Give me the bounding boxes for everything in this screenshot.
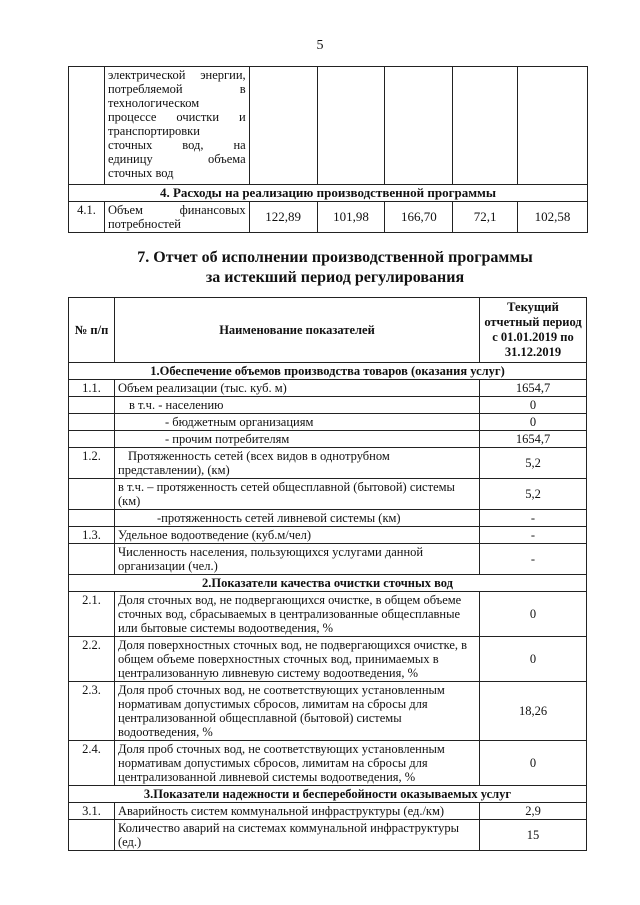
indicator-value: - [480, 510, 587, 527]
value-cell: 122,89 [249, 202, 317, 233]
value-cell: 101,98 [317, 202, 385, 233]
indicator-name: Численность населения, пользующихся услугами данной организации (чел.) [115, 544, 480, 575]
indicator-name: в т.ч. – протяженность сетей общесплавной (бытовой) системы (км) [115, 479, 480, 510]
indicator-name: - прочим потребителям [115, 431, 480, 448]
row-number: 2.1. [69, 592, 115, 637]
indicator-value: 1654,7 [480, 431, 587, 448]
empty-num [69, 414, 115, 431]
row-number: 3.1. [69, 803, 115, 820]
indicator-name: - бюджетным организациям [115, 414, 480, 431]
section-3-title: 3.Показатели надежности и бесперебойности оказываемых услуг [69, 786, 587, 803]
indicator-value: - [480, 544, 587, 575]
indicator-name: Удельное водоотведение (куб.м/чел) [115, 527, 480, 544]
section-4-title: 4. Расходы на реализацию производственной программы [69, 185, 588, 202]
indicator-value: 5,2 [480, 448, 587, 479]
top-table [68, 66, 588, 233]
indicator-value: 0 [480, 741, 587, 786]
row-number: 2.2. [69, 637, 115, 682]
indicator-name: Доля поверхностных сточных вод, не подвергающихся очистке, в общем объеме поверхностных сточных вод, принимаемых в централизованную ливневую систему водоотведения, % [115, 637, 480, 682]
indicator-name: Доля сточных вод, не подвергающихся очистке, в общем объеме сточных вод, сбрасываемых в централизованные общесплавные или бытовые системы водоотведения, % [115, 592, 480, 637]
empty-num [69, 397, 115, 414]
row-number: 4.1. [69, 202, 105, 233]
empty-cell [453, 67, 518, 185]
empty-num [69, 544, 115, 575]
report-table [68, 297, 587, 851]
section-7-heading: 7. Отчет об исполнении производственной программы за истекший период регулирования [137, 249, 533, 286]
row-number: 2.4. [69, 741, 115, 786]
empty-cell [385, 67, 453, 185]
indicator-name: Протяженность сетей (всех видов в однотрубном представлении), (км) [115, 448, 480, 479]
indicator-name: в т.ч. - населению [115, 397, 480, 414]
indicator-value: 2,9 [480, 803, 587, 820]
empty-cell [317, 67, 385, 185]
row-number: 1.3. [69, 527, 115, 544]
indicator-value: 5,2 [480, 479, 587, 510]
indicator-value: 0 [480, 592, 587, 637]
empty-cell [518, 67, 588, 185]
header-period: Текущий отчетный период с 01.01.2019 по 31.12.2019 [480, 298, 587, 363]
row-number: 2.3. [69, 682, 115, 741]
indicator-value: 15 [480, 820, 587, 851]
indicator-value: 1654,7 [480, 380, 587, 397]
header-num: № п/п [69, 298, 115, 363]
empty-num [69, 820, 115, 851]
empty-cell [69, 67, 105, 185]
empty-num [69, 510, 115, 527]
value-cell: 102,58 [518, 202, 588, 233]
section-2-title: 2.Показатели качества очистки сточных вод [69, 575, 587, 592]
indicator-name: Количество аварий на системах коммунальной инфраструктуры (ед.) [115, 820, 480, 851]
indicator-name: Объем реализации (тыс. куб. м) [115, 380, 480, 397]
row-number: 1.2. [69, 448, 115, 479]
value-cell: 72,1 [453, 202, 518, 233]
header-name: Наименование показателей [115, 298, 480, 363]
indicator-value: 0 [480, 397, 587, 414]
indicator-value: 0 [480, 414, 587, 431]
indicator-name: Доля проб сточных вод, не соответствующих установленным нормативам допустимых сбросов, лимитам на сбросы для централизованной ливневой системы водоотведения, % [115, 741, 480, 786]
row-number: 1.1. [69, 380, 115, 397]
indicator-value: 0 [480, 637, 587, 682]
section-1-title: 1.Обеспечение объемов производства товаров (оказания услуг) [69, 363, 587, 380]
indicator-name: -протяженность сетей ливневой системы (км) [115, 510, 480, 527]
empty-cell [249, 67, 317, 185]
indicator-name: Доля проб сточных вод, не соответствующих установленным нормативам допустимых сбросов, лимитам на сбросы для централизованной общесплавной (бытовой) системы водоотведения, % [115, 682, 480, 741]
indicator-description: Объем финансовых потребностей [104, 202, 249, 233]
indicator-value: 18,26 [480, 682, 587, 741]
indicator-description: электрической энергии, потребляемой в технологическом процессе очистки и транспортировки сточных вод, на единицу объема сточных вод [104, 67, 249, 185]
indicator-value: - [480, 527, 587, 544]
page-number: 5 [316, 38, 324, 53]
empty-num [69, 431, 115, 448]
indicator-name: Аварийность систем коммунальной инфраструктуры (ед./км) [115, 803, 480, 820]
empty-num [69, 479, 115, 510]
value-cell: 166,70 [385, 202, 453, 233]
